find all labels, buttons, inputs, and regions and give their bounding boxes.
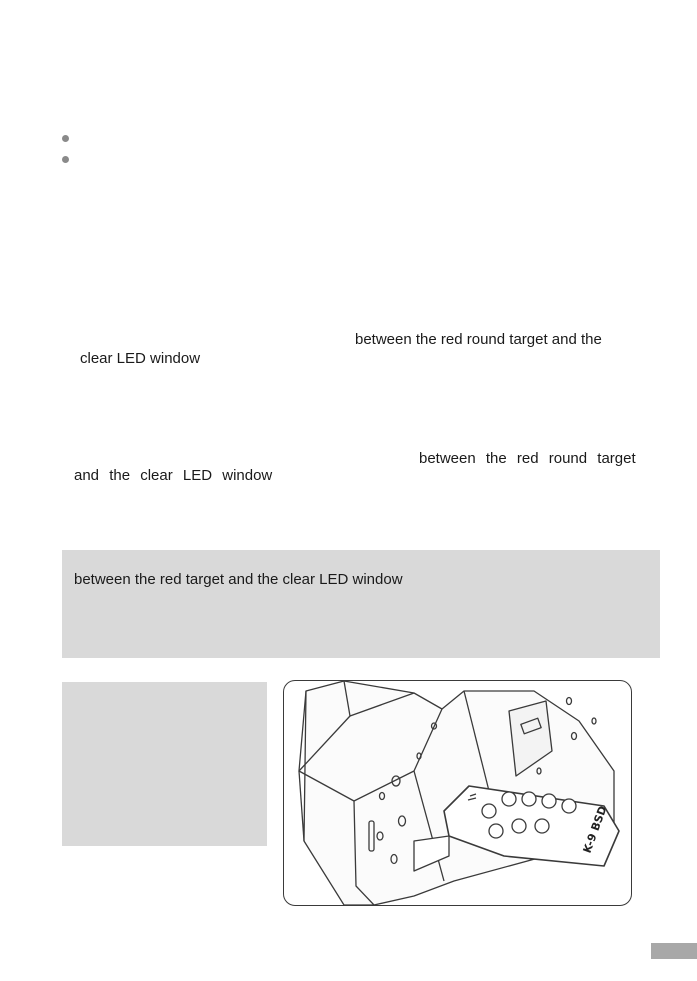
page-number-tab: [651, 943, 697, 959]
device-illustration: [283, 680, 632, 906]
paragraph-2-line-1: between the red round target: [419, 450, 636, 467]
paragraph-1-line-2: clear LED window: [80, 350, 201, 367]
bullet-point-1: [62, 135, 69, 142]
note-box: [62, 550, 660, 658]
device-housing: [299, 681, 614, 905]
side-note-box: [62, 682, 267, 846]
note-text: between the red target and the clear LED window: [74, 571, 403, 588]
svg-text:K-9 BSD: K-9 BSD: [580, 804, 610, 855]
paragraph-2-line-2: and the clear LED window: [74, 467, 273, 484]
paragraph-1-line-1: between the red round target and the: [355, 331, 602, 348]
bullet-point-2: [62, 156, 69, 163]
